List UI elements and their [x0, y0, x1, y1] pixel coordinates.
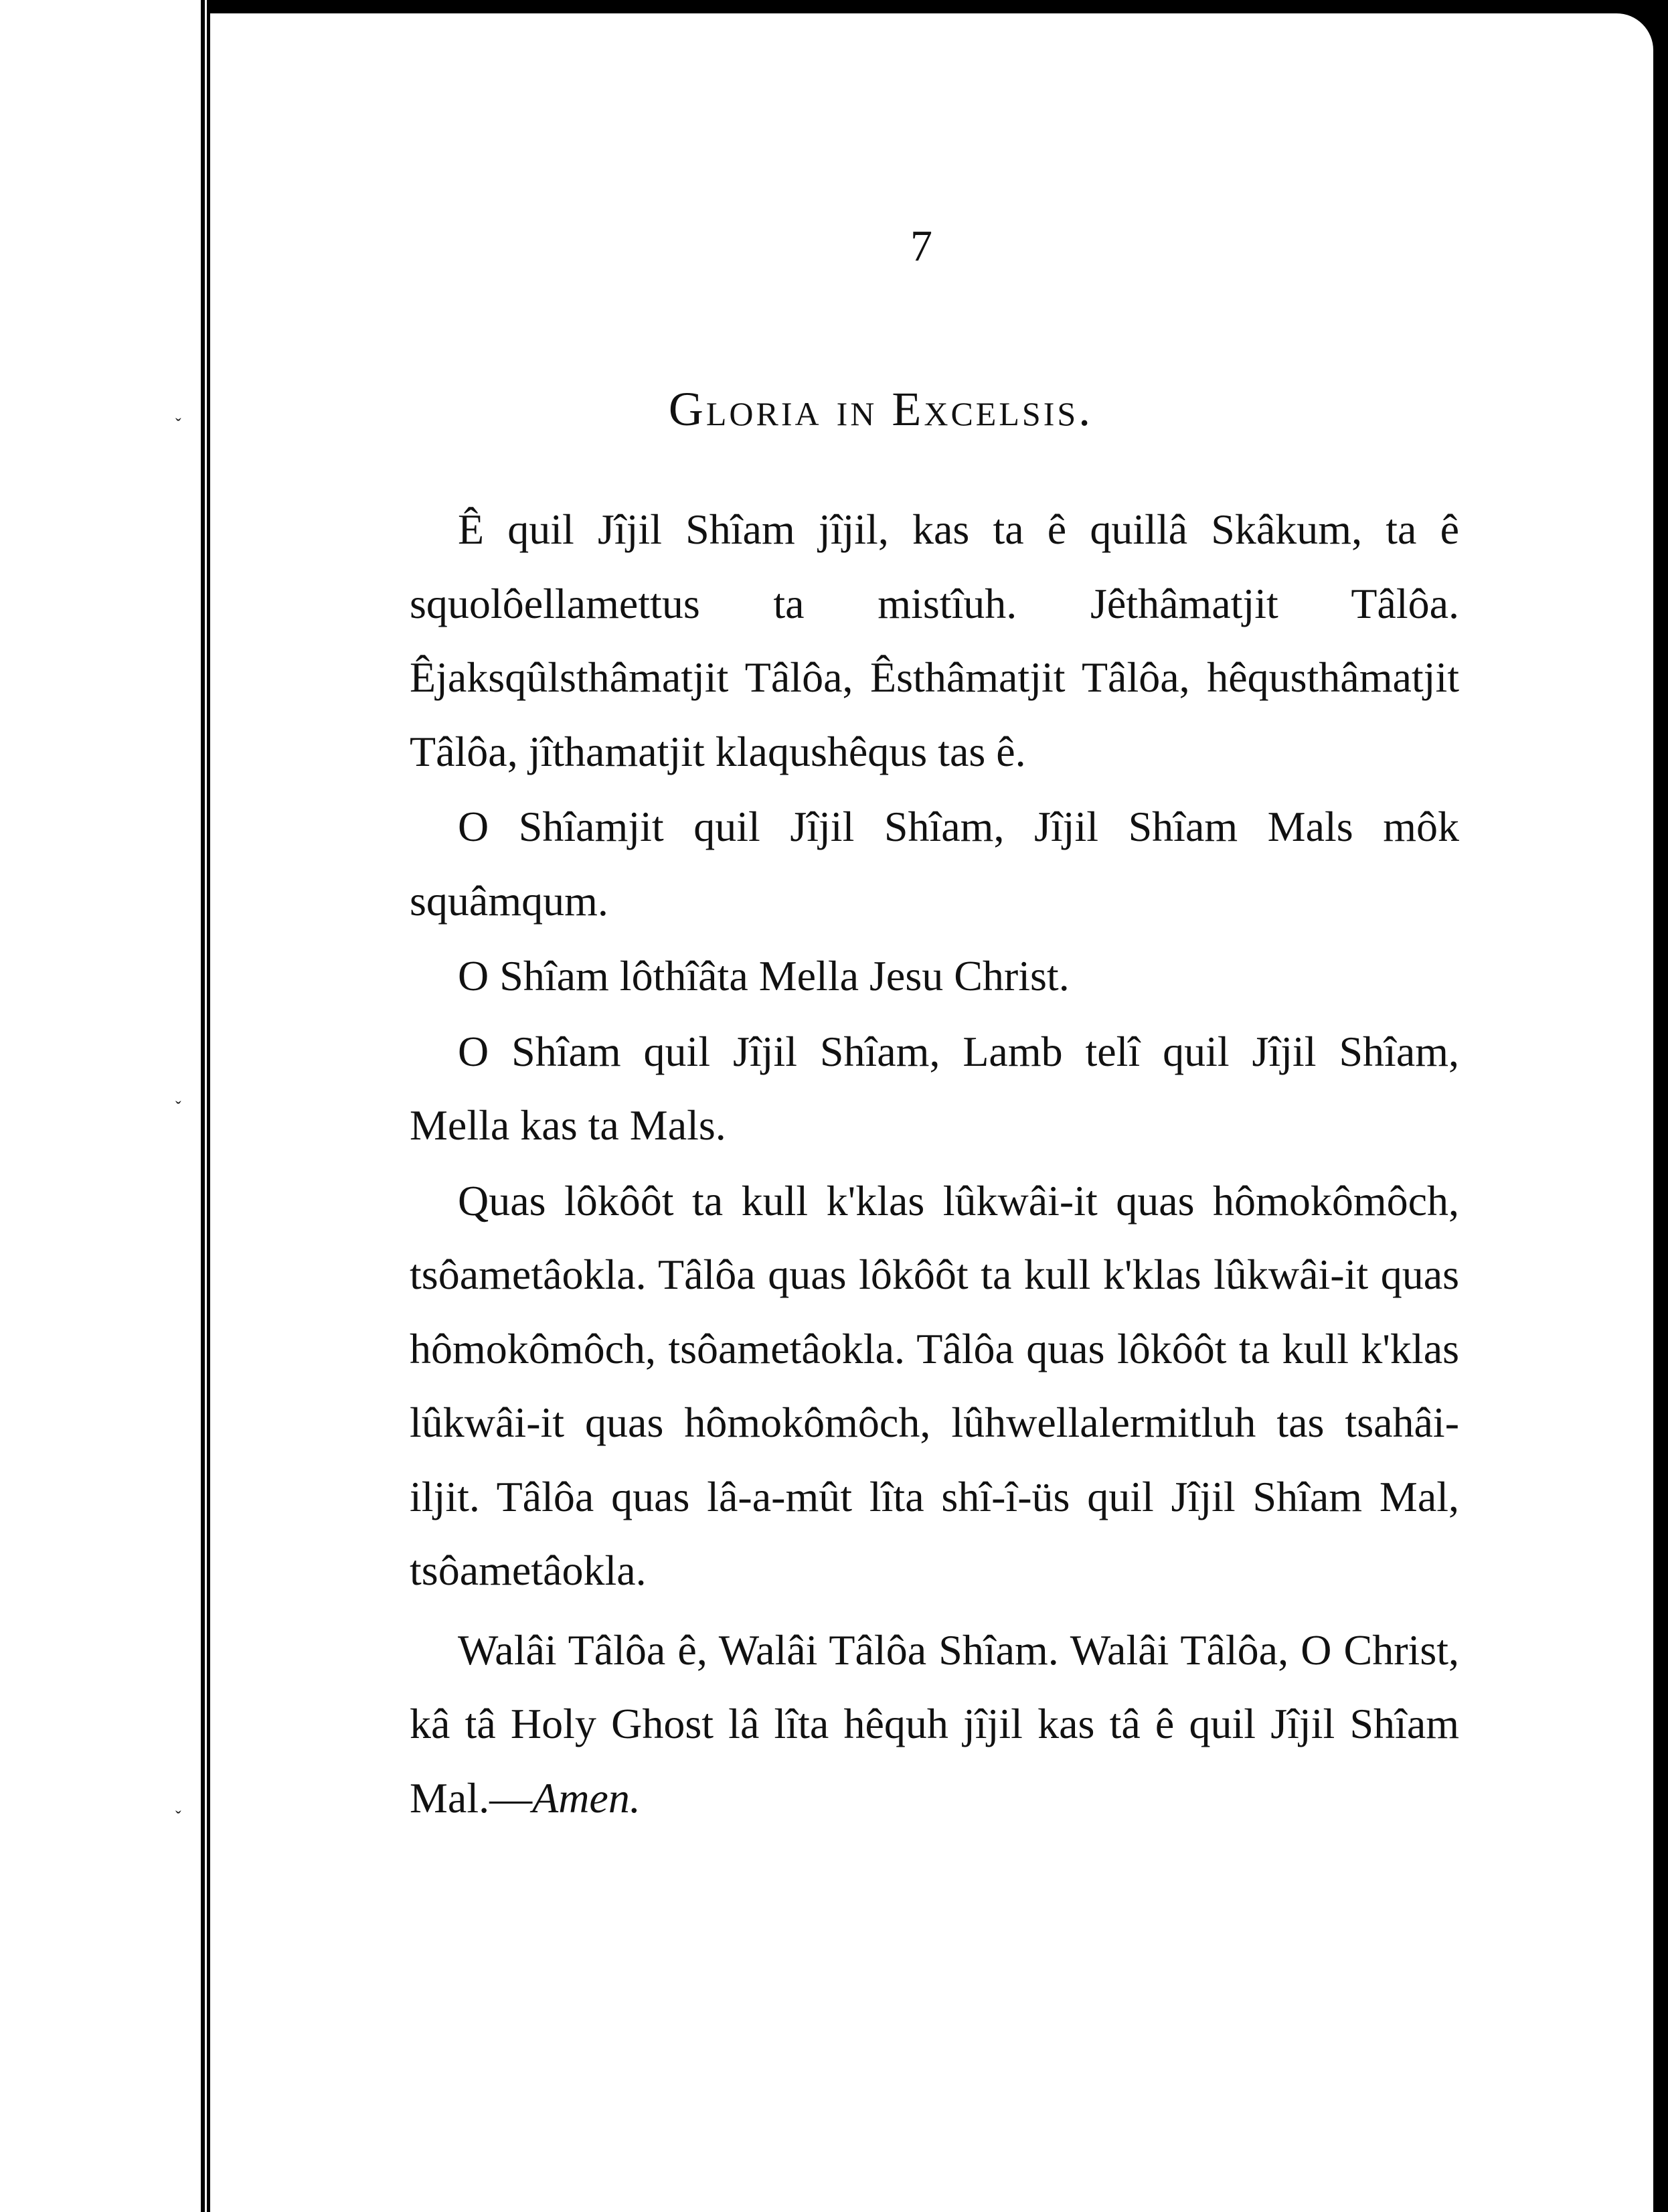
stitch-mark: ˇ: [175, 415, 181, 434]
closing-paragraph: [410, 1613, 1459, 1836]
paragraph: Quas lôkôôt ta kull k'klas lûkwâi-it quas hômokômôch, tsôametâokla. Tâlôa quas lôkôôt ta kull k'klas lûkwâi-it quas hômokômôch, tsôametâokla. Tâlôa quas lôkôôt ta kull k'klas lûkwâi-it quas hômokômôch, lûhwellalermitluh tas tsahâi-iljit. Tâlôa quas lâ-a-mût lîta shî-î-üs quil Jîjil Shîam Mal, tsôametâokla.: [410, 1176, 1459, 1594]
amen: Amen.: [532, 1773, 641, 1822]
stitch-mark: ˇ: [175, 1098, 181, 1117]
spine-line-inner: [207, 0, 210, 2212]
body-text: [410, 493, 1459, 1836]
paragraph: O Shîamjit quil Jîjil Shîam, Jîjil Shîam Mals môk squâmqum.: [410, 803, 1459, 925]
section-title-text: Gloria in Excelsis.: [668, 382, 1094, 436]
stitch-mark: ˇ: [175, 1808, 181, 1827]
facing-page-edge: [0, 0, 201, 2212]
paragraph: Ê quil Jîjil Shîam jîjil, kas ta ê quillâ Skâkum, ta ê squolôellamettus ta mistîuh. Jêthâmatjit Tâlôa. Êjaksqûlsthâmatjit Tâlôa, Êsthâmatjit Tâlôa, hêqusthâmatjit Tâlôa, jîthamatjit klaqushêqus tas ê.: [410, 505, 1459, 775]
section-title: [0, 382, 1668, 437]
paragraph: O Shîam quil Jîjil Shîam, Lamb telî quil Jîjil Shîam, Mella kas ta Mals.: [410, 1027, 1459, 1149]
page-number: 7: [910, 222, 932, 270]
paragraph: O Shîam lôthîâta Mella Jesu Christ.: [458, 952, 1070, 1000]
closing-text: Walâi Tâlôa ê, Walâi Tâlôa Shîam. Walâi Tâlôa, O Christ, kâ tâ Holy Ghost lâ lîta hêquh jîjil kas tâ ê quil Jîjil Shîam Mal.—: [410, 1626, 1459, 1822]
